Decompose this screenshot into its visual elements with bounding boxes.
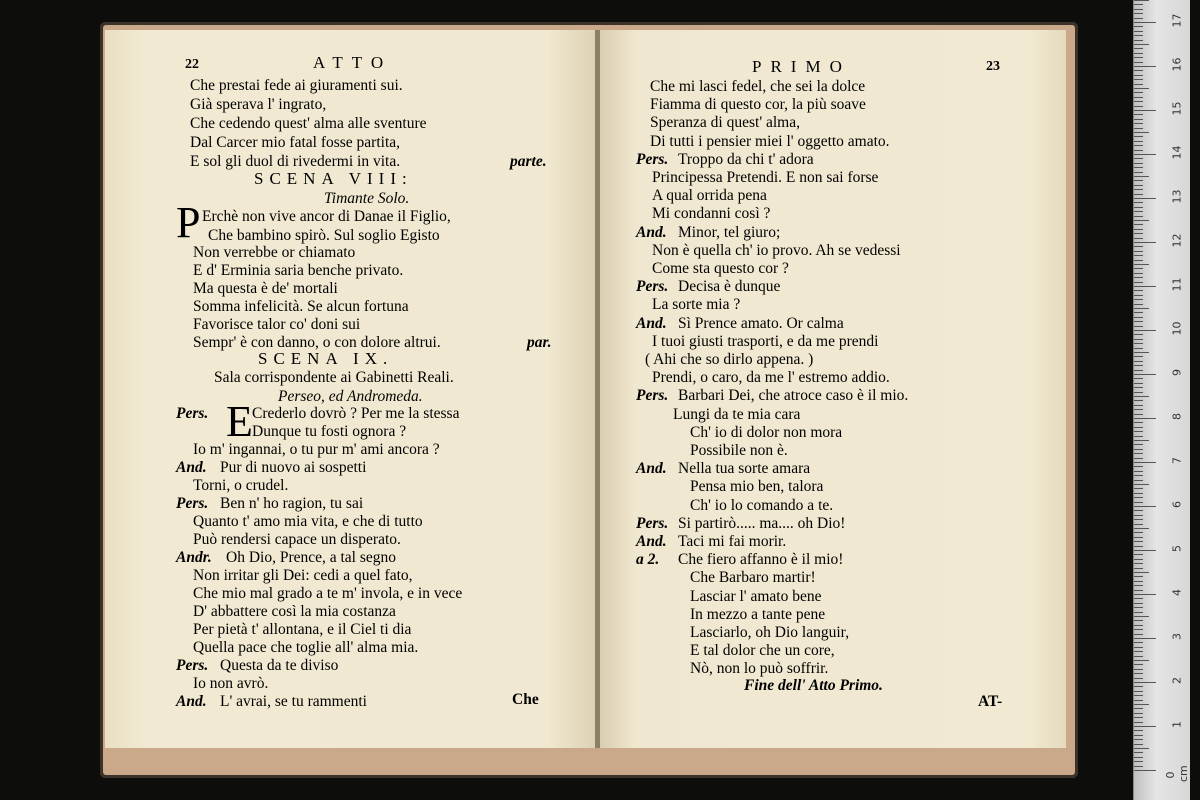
ruler-tick — [1134, 669, 1143, 670]
ruler-tick — [1134, 185, 1143, 186]
ruler-tick — [1134, 616, 1149, 617]
ruler-tick — [1134, 563, 1143, 564]
text-line: Nella tua sorte amara — [678, 460, 811, 478]
catchword: AT- — [978, 693, 1003, 710]
ruler-tick — [1134, 207, 1143, 208]
ruler-tick — [1134, 568, 1143, 569]
text-line: La sorte mia ? — [652, 296, 741, 314]
ruler-tick — [1134, 770, 1156, 771]
page-number-right: 23 — [986, 59, 1000, 74]
text-line: Ben n' ho ragion, tu sai — [220, 495, 364, 512]
ruler-tick — [1134, 361, 1143, 362]
drop-cap: E — [226, 397, 253, 446]
ruler-tick — [1134, 400, 1143, 401]
ruler-label: 17 — [1170, 13, 1184, 28]
book-gutter — [595, 30, 600, 748]
ruler-tick — [1134, 123, 1143, 124]
text-line: Oh Dio, Prence, a tal segno — [226, 549, 397, 566]
text-line: ( Ahi che so dirlo appena. ) — [645, 351, 814, 368]
ruler-tick — [1134, 506, 1156, 507]
text-line: Non è quella ch' io provo. Ah se vedessi — [652, 241, 901, 259]
text-line: Si partirò..... ma.... oh Dio! — [678, 514, 846, 532]
ruler-tick — [1134, 145, 1143, 146]
scene-characters: Perseo, ed Andromeda. — [278, 388, 423, 405]
ruler-label: 10 — [1170, 321, 1184, 336]
text-line: Di tutti i pensier miei l' oggetto amato. — [650, 132, 890, 150]
ruler-tick — [1134, 260, 1143, 261]
ruler-label: 15 — [1170, 101, 1184, 116]
text-line: Che bambino spirò. Sul soglio Egisto — [208, 227, 440, 244]
text-line: Pensa mio ben, talora — [690, 478, 824, 496]
text-line: E d' Erminia saria benche privato. — [193, 262, 404, 279]
ruler-tick — [1134, 484, 1149, 485]
ruler-tick — [1134, 572, 1149, 573]
ruler-tick — [1134, 290, 1143, 291]
ruler-tick — [1134, 695, 1143, 696]
ruler-tick — [1134, 546, 1143, 547]
ruler-tick — [1134, 238, 1143, 239]
speaker-label: Andr. — [176, 549, 212, 566]
ruler-tick — [1134, 356, 1143, 357]
ruler-tick — [1134, 229, 1143, 230]
ruler-tick — [1134, 114, 1143, 115]
text-line: Speranza di quest' alma, — [650, 114, 800, 132]
speaker-label: Pers. — [636, 387, 669, 405]
ruler-tick — [1134, 480, 1143, 481]
ruler-tick — [1134, 502, 1143, 503]
ruler-tick — [1134, 348, 1143, 349]
text-line: Dunque tu fosti ognora ? — [252, 423, 407, 440]
ruler-tick — [1134, 559, 1143, 560]
ruler-label: 5 — [1170, 545, 1184, 552]
ruler-tick — [1134, 440, 1149, 441]
ruler-label: 13 — [1170, 189, 1184, 204]
ruler-tick — [1134, 326, 1143, 327]
text-line: Ch' io di dolor non mora — [690, 423, 843, 441]
ruler-tick — [1134, 220, 1149, 221]
ruler-tick — [1134, 110, 1156, 111]
ruler-label: 11 — [1170, 277, 1184, 292]
drop-cap: P — [176, 198, 201, 247]
text-line: Erchè non vive ancor di Danae il Figlio, — [202, 208, 451, 225]
text-line: Barbari Dei, che atroce caso è il mio. — [678, 387, 909, 405]
text-line: Ch' io lo comando a te. — [690, 496, 834, 514]
text-line: Non irritar gli Dei: cedi a quel fato, — [193, 567, 413, 584]
text-line: Per pietà t' allontana, e il Ciel ti dia — [193, 621, 412, 638]
text-line: In mezzo a tante pene — [690, 605, 826, 623]
text-line: Crederlo dovrò ? Per me la stessa — [252, 405, 460, 422]
ruler-tick — [1134, 594, 1156, 595]
ruler-tick — [1134, 581, 1143, 582]
ruler-tick — [1134, 70, 1143, 71]
ruler-label: 0 cm — [1164, 765, 1190, 782]
ruler-tick — [1134, 607, 1143, 608]
ruler-label: 2 — [1170, 677, 1184, 684]
ruler-tick — [1134, 158, 1143, 159]
text-line: Io non avrò. — [193, 675, 269, 692]
speaker-label: a 2. — [636, 551, 660, 569]
ruler-tick — [1134, 339, 1143, 340]
ruler-tick — [1134, 431, 1143, 432]
ruler-tick — [1134, 194, 1143, 195]
ruler-tick — [1134, 730, 1143, 731]
ruler-tick — [1134, 216, 1143, 217]
act-end: Fine dell' Atto Primo. — [744, 677, 883, 694]
text-line: Che prestai fede ai giuramenti sui. — [190, 77, 403, 94]
text-line: Non verrebbe or chiamato — [193, 244, 356, 261]
ruler-tick — [1134, 119, 1143, 120]
ruler-tick — [1134, 519, 1143, 520]
ruler-tick — [1134, 334, 1143, 335]
ruler-tick — [1134, 405, 1143, 406]
ruler-tick — [1134, 176, 1149, 177]
ruler-tick — [1134, 524, 1143, 525]
ruler-tick — [1134, 141, 1143, 142]
ruler-tick — [1134, 726, 1156, 727]
ruler-tick — [1134, 722, 1143, 723]
ruler-tick — [1134, 233, 1143, 234]
page-number-left: 22 — [185, 57, 199, 72]
ruler-label: 12 — [1170, 233, 1184, 248]
ruler-tick — [1134, 273, 1143, 274]
ruler-tick — [1134, 427, 1143, 428]
ruler-tick — [1134, 590, 1143, 591]
ruler-tick — [1134, 0, 1149, 1]
ruler-tick — [1134, 585, 1143, 586]
speaker-label: Pers. — [636, 278, 669, 296]
text-line: Dal Carcer mio fatal fosse partita, — [190, 134, 401, 151]
ruler-tick — [1134, 264, 1149, 265]
text-line: Principessa Pretendi. E non sai forse — [652, 169, 879, 186]
ruler-tick — [1134, 475, 1143, 476]
ruler-tick — [1134, 62, 1143, 63]
text-line: Lungi da te mia cara — [673, 405, 801, 423]
ruler-tick — [1134, 286, 1156, 287]
text-line: Che cedendo quest' alma alle sventure — [190, 115, 427, 132]
text-line: Che mi lasci fedel, che sei la dolce — [650, 78, 866, 95]
ruler-label: 3 — [1170, 633, 1184, 640]
ruler-tick — [1134, 268, 1143, 269]
ruler-tick — [1134, 497, 1143, 498]
ruler-tick — [1134, 352, 1149, 353]
text-line: Quella pace che toglie all' alma mia. — [193, 639, 419, 656]
text-line: Favorisce talor co' doni sui — [193, 316, 361, 333]
ruler-tick — [1134, 748, 1149, 749]
text-line: Io m' ingannai, o tu pur m' ami ancora ? — [193, 441, 440, 458]
ruler-tick — [1134, 387, 1143, 388]
ruler-tick — [1134, 392, 1143, 393]
text-line: Può rendersi capace un disperato. — [193, 531, 401, 548]
text-line: Taci mi fai morir. — [678, 533, 787, 550]
ruler-tick — [1134, 532, 1143, 533]
ruler-tick — [1134, 537, 1143, 538]
ruler-tick — [1134, 53, 1143, 54]
text-line: Quanto t' amo mia vita, e che di tutto — [193, 513, 423, 530]
ruler-tick — [1134, 167, 1143, 168]
ruler-tick — [1134, 180, 1143, 181]
ruler-tick — [1134, 739, 1143, 740]
text-line: I tuoi giusti trasporti, e da me prendi — [652, 332, 879, 350]
ruler-tick — [1134, 202, 1143, 203]
ruler-tick — [1134, 510, 1143, 511]
speaker-label: Pers. — [176, 405, 209, 422]
ruler-tick — [1134, 75, 1143, 76]
ruler-tick — [1134, 88, 1149, 89]
ruler-tick — [1134, 374, 1156, 375]
ruler-tick — [1134, 31, 1143, 32]
ruler-tick — [1134, 44, 1149, 45]
text-line: E sol gli duol di rivedermi in vita. — [190, 153, 401, 170]
ruler-tick — [1134, 717, 1143, 718]
ruler-tick — [1134, 198, 1156, 199]
text-line: Che mio mal grado a te m' invola, e in vece — [193, 585, 463, 602]
ruler-tick — [1134, 691, 1143, 692]
ruler-tick — [1134, 471, 1143, 472]
text-line: Che Barbaro martir! — [690, 569, 816, 587]
ruler-tick — [1134, 101, 1143, 102]
ruler-tick — [1134, 255, 1143, 256]
scene-characters: Timante Solo. — [324, 190, 410, 207]
text-line: D' abbattere così la mia costanza — [193, 603, 396, 620]
speaker-label: Pers. — [176, 495, 209, 512]
ruler-tick — [1134, 312, 1143, 313]
ruler-tick — [1134, 708, 1143, 709]
stage-direction: par. — [527, 334, 552, 351]
ruler-tick — [1134, 453, 1143, 454]
ruler-label: 4 — [1170, 589, 1184, 596]
ruler-tick — [1134, 317, 1143, 318]
ruler-tick — [1134, 409, 1143, 410]
speaker-label: And. — [636, 460, 667, 478]
ruler-label: 16 — [1170, 57, 1184, 72]
ruler-tick — [1134, 378, 1143, 379]
ruler-label: 6 — [1170, 501, 1184, 508]
ruler-tick — [1134, 370, 1143, 371]
ruler-tick — [1134, 414, 1143, 415]
ruler-tick — [1134, 625, 1143, 626]
ruler-tick — [1134, 128, 1143, 129]
ruler-tick — [1134, 554, 1143, 555]
ruler-tick — [1134, 744, 1143, 745]
ruler-tick — [1134, 647, 1143, 648]
ruler-label: 9 — [1170, 369, 1184, 376]
text-line: Ma questa è de' mortali — [193, 280, 338, 297]
ruler-tick — [1134, 304, 1143, 305]
ruler-tick — [1134, 528, 1149, 529]
ruler-tick — [1134, 150, 1143, 151]
text-line: Già sperava l' ingrato, — [190, 96, 327, 113]
ruler-tick — [1134, 22, 1156, 23]
speaker-label: Pers. — [636, 514, 669, 532]
ruler-tick — [1134, 343, 1143, 344]
stage-direction: parte. — [510, 153, 547, 170]
ruler-tick — [1134, 612, 1143, 613]
ruler-tick — [1134, 700, 1143, 701]
ruler-tick — [1134, 449, 1143, 450]
text-line: Lasciarlo, oh Dio languir, — [690, 624, 850, 641]
running-head-left: ATTO — [313, 53, 393, 72]
text-line: Decisa è dunque — [678, 278, 781, 296]
text-line: Somma infelicità. Se alcun fortuna — [193, 298, 409, 315]
text-line: Possibile non è. — [690, 442, 788, 459]
ruler-tick — [1134, 92, 1143, 93]
ruler-tick — [1134, 18, 1143, 19]
ruler-tick — [1134, 766, 1143, 767]
ruler-tick — [1134, 211, 1143, 212]
measurement-ruler — [1133, 0, 1190, 800]
ruler-tick — [1134, 550, 1156, 551]
ruler-tick — [1134, 251, 1143, 252]
ruler-tick — [1134, 686, 1143, 687]
ruler-tick — [1134, 436, 1143, 437]
running-head-right: PRIMO — [752, 57, 851, 76]
ruler-tick — [1134, 163, 1143, 164]
ruler-tick — [1134, 246, 1143, 247]
ruler-tick — [1134, 493, 1143, 494]
speaker-label: Pers. — [636, 150, 669, 168]
text-line: Questa da te diviso — [220, 657, 339, 674]
text-line: Minor, tel giuro; — [678, 223, 781, 241]
ruler-tick — [1134, 660, 1149, 661]
ruler-tick — [1134, 277, 1143, 278]
text-line: Nò, non lo può soffrir. — [690, 660, 829, 678]
ruler-tick — [1134, 26, 1143, 27]
ruler-tick — [1134, 673, 1143, 674]
speaker-label: And. — [636, 223, 667, 241]
ruler-tick — [1134, 308, 1149, 309]
scene-heading: SCENA IX. — [258, 349, 394, 368]
text-line: Pur di nuovo ai sospetti — [220, 459, 367, 476]
ruler-tick — [1134, 418, 1156, 419]
text-line: Sì Prence amato. Or calma — [678, 314, 844, 332]
ruler-tick — [1134, 541, 1143, 542]
ruler-tick — [1134, 57, 1143, 58]
ruler-tick — [1134, 642, 1143, 643]
ruler-tick — [1134, 242, 1156, 243]
text-line: Come sta questo cor ? — [652, 260, 789, 277]
ruler-tick — [1134, 466, 1143, 467]
ruler-tick — [1134, 576, 1143, 577]
ruler-tick — [1134, 224, 1143, 225]
text-line: A qual orrida pena — [652, 187, 767, 205]
ruler-tick — [1134, 515, 1143, 516]
ruler-tick — [1134, 299, 1143, 300]
ruler-label: 14 — [1170, 145, 1184, 160]
speaker-label: And. — [636, 314, 667, 332]
ruler-tick — [1134, 761, 1143, 762]
ruler-tick — [1134, 330, 1156, 331]
ruler-tick — [1134, 462, 1156, 463]
ruler-tick — [1134, 79, 1143, 80]
ruler-tick — [1134, 154, 1156, 155]
ruler-tick — [1134, 13, 1143, 14]
ruler-tick — [1134, 321, 1143, 322]
ruler-tick — [1134, 458, 1143, 459]
ruler-label: 7 — [1170, 457, 1184, 464]
text-line: Sempr' è con danno, o con dolore altrui. — [193, 334, 441, 351]
ruler-tick — [1134, 598, 1143, 599]
ruler-tick — [1134, 735, 1143, 736]
ruler-tick — [1134, 132, 1149, 133]
ruler-tick — [1134, 629, 1143, 630]
speaker-label: And. — [176, 459, 207, 476]
text-line: Mi condanni così ? — [652, 205, 771, 223]
ruler-tick — [1134, 66, 1156, 67]
text-line: Fiamma di questo cor, la più soave — [650, 96, 866, 114]
ruler-tick — [1134, 713, 1143, 714]
ruler-tick — [1134, 752, 1143, 753]
ruler-tick — [1134, 136, 1143, 137]
ruler-tick — [1134, 444, 1143, 445]
ruler-tick — [1134, 678, 1143, 679]
ruler-tick — [1134, 365, 1143, 366]
catchword: Che — [512, 691, 539, 708]
ruler-tick — [1134, 4, 1143, 5]
text-line: E tal dolor che un core, — [690, 642, 835, 660]
ruler-tick — [1134, 106, 1143, 107]
ruler-tick — [1134, 172, 1143, 173]
ruler-tick — [1134, 84, 1143, 85]
ruler-tick — [1134, 620, 1143, 621]
text-line: Che fiero affanno è il mio! — [678, 551, 844, 569]
text-line: L' avrai, se tu rammenti — [220, 693, 367, 710]
ruler-tick — [1134, 40, 1143, 41]
ruler-tick — [1134, 704, 1149, 705]
ruler-tick — [1134, 97, 1143, 98]
ruler-tick — [1134, 488, 1143, 489]
speaker-label: And. — [636, 533, 667, 550]
ruler-tick — [1134, 603, 1143, 604]
scene-setting: Sala corrispondente ai Gabinetti Reali. — [214, 369, 454, 386]
ruler-tick — [1134, 35, 1143, 36]
text-line: Lasciar l' amato bene — [690, 587, 822, 605]
ruler-tick — [1134, 651, 1143, 652]
ruler-label: 1 — [1170, 721, 1184, 728]
text-line: Torni, o crudel. — [193, 477, 289, 494]
ruler-tick — [1134, 9, 1143, 10]
ruler-tick — [1134, 656, 1143, 657]
ruler-tick — [1134, 634, 1143, 635]
ruler-tick — [1134, 383, 1143, 384]
ruler-tick — [1134, 638, 1156, 639]
ruler-tick — [1134, 682, 1156, 683]
ruler-tick — [1134, 282, 1143, 283]
ruler-tick — [1134, 396, 1149, 397]
speaker-label: Pers. — [176, 657, 209, 674]
text-line: Prendi, o caro, da me l' estremo addio. — [652, 369, 890, 387]
ruler-tick — [1134, 295, 1143, 296]
text-line: Troppo da chi t' adora — [678, 150, 814, 168]
ruler-label: 8 — [1170, 413, 1184, 420]
ruler-tick — [1134, 422, 1143, 423]
scene-heading: SCENA VIII: — [254, 169, 413, 188]
ruler-tick — [1134, 189, 1143, 190]
ruler-tick — [1134, 664, 1143, 665]
ruler-tick — [1134, 757, 1143, 758]
speaker-label: And. — [176, 693, 207, 710]
ruler-tick — [1134, 48, 1143, 49]
